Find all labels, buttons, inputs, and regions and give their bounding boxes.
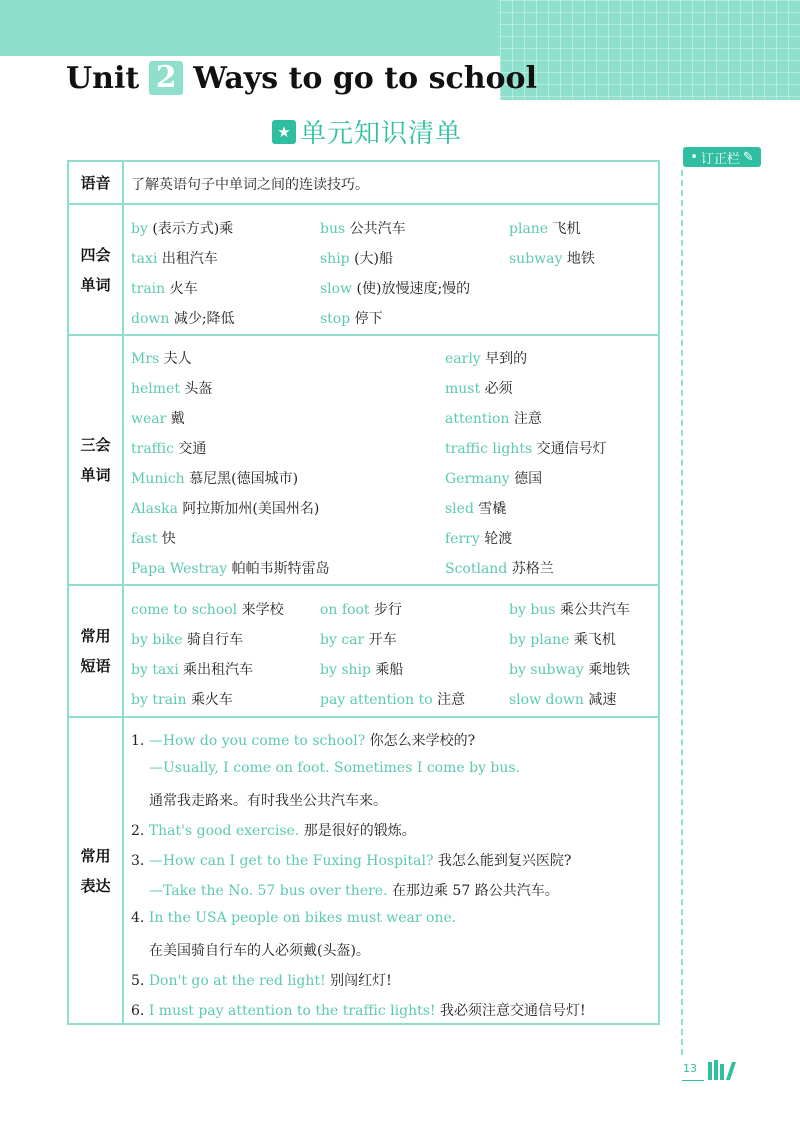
expression-line: 2. That's good exercise. 那是很好的锻炼。 (131, 823, 416, 839)
row-label (69, 336, 124, 584)
row-label-line: 三会 (80, 436, 111, 454)
pencil-icon: ✎ (742, 149, 754, 165)
vocab-item: fast 快 (131, 531, 176, 547)
vocab-item: traffic lights 交通信号灯 (445, 441, 607, 457)
vocab-item: by (表示方式)乘 (131, 221, 234, 237)
vocab-item: train 火车 (131, 281, 198, 297)
vocab-item: sled 雪橇 (445, 501, 507, 517)
vocab-item: early 早到的 (445, 351, 528, 367)
correction-column-divider (681, 170, 683, 1055)
vocab-item: bus 公共汽车 (320, 221, 406, 237)
vocab-item: slow (使)放慢速度;慢的 (320, 281, 471, 297)
expression-line: 3. —How can I get to the Fuxing Hospital? 我怎么能到复兴医院? (131, 853, 572, 869)
vocab-item: stop 停下 (320, 311, 383, 327)
row-label-line: 语音 (80, 173, 111, 192)
vocab-item: Alaska 阿拉斯加州(美国州名) (131, 501, 320, 517)
expression-line: 4. In the USA people on bikes must wear one. (131, 910, 457, 926)
phrase-item: on foot 步行 (320, 602, 403, 618)
row-label-line: 单词 (80, 466, 111, 484)
row-text: 了解英语句子中单词之间的连读技巧。 (131, 177, 369, 193)
vocab-item: attention 注意 (445, 411, 542, 427)
page-number: 13 (683, 1062, 697, 1075)
vocab-item: traffic 交通 (131, 441, 207, 457)
row-label (69, 586, 124, 716)
row-content (131, 205, 654, 334)
row-label-line: 短语 (80, 657, 111, 675)
header-grid-pattern (500, 0, 800, 100)
unit-word: Unit (66, 60, 140, 96)
phrase-item: by bus 乘公共汽车 (509, 602, 630, 618)
vocab-item: ferry 轮渡 (445, 531, 513, 547)
vocab-item: must 必须 (445, 381, 513, 397)
phrase-item: slow down 减速 (509, 692, 617, 708)
vocab-item: subway 地铁 (509, 251, 595, 267)
vocab-item: Scotland 苏格兰 (445, 561, 554, 577)
row-label (69, 205, 124, 334)
row-content (131, 718, 654, 1023)
row-label-line: 四会 (80, 245, 111, 264)
section-heading (272, 113, 462, 150)
vocab-item: Germany 德国 (445, 471, 543, 487)
table-row-three-skill-words (69, 336, 658, 586)
books-icon (708, 1060, 738, 1080)
vocab-item: wear 戴 (131, 411, 185, 427)
phrase-item: by subway 乘地铁 (509, 662, 631, 678)
row-label (69, 718, 124, 1023)
phrase-item: by car 开车 (320, 632, 397, 648)
expression-line: 在美国骑自行车的人必须戴(头盔)。 (149, 943, 370, 959)
row-label (69, 162, 124, 203)
row-content (131, 586, 654, 716)
table-row-four-skill-words (69, 205, 658, 336)
unit-title-text: Ways to go to school (193, 60, 537, 96)
vocab-item: taxi 出租汽车 (131, 251, 218, 267)
row-label-line: 表达 (80, 876, 111, 895)
table-row-common-phrases (69, 586, 658, 718)
expression-line: 通常我走路来。有时我坐公共汽车来。 (149, 793, 387, 809)
phrase-item: by taxi 乘出租汽车 (131, 662, 254, 678)
row-content (131, 162, 654, 203)
vocab-item: helmet 头盔 (131, 381, 213, 397)
phrase-item: by ship 乘船 (320, 662, 404, 678)
table-row-common-expressions (69, 718, 658, 1023)
row-content (131, 336, 654, 584)
expression-line: —Take the No. 57 bus over there. 在那边乘 57 路公共汽车。 (149, 883, 559, 899)
vocab-item: down 减少;降低 (131, 311, 235, 327)
knowledge-table (67, 160, 660, 1025)
phrase-item: come to school 来学校 (131, 602, 284, 618)
table-row-pronunciation (69, 162, 658, 205)
unit-number-badge: 2 (149, 61, 183, 95)
expression-line: 5. Don't go at the red light! 别闯红灯! (131, 973, 392, 989)
phrase-item: by bike 骑自行车 (131, 632, 243, 648)
unit-title (66, 58, 537, 98)
page-number-underline (682, 1080, 704, 1081)
phrase-item: by plane 乘飞机 (509, 632, 616, 648)
bullet-icon: • (690, 149, 698, 165)
phrase-item: by train 乘火车 (131, 692, 233, 708)
vocab-item: ship (大)船 (320, 251, 394, 267)
row-label-line: 常用 (80, 846, 111, 865)
expression-line: 1. —How do you come to school? 你怎么来学校的? (131, 733, 476, 749)
star-icon: ★ (272, 120, 296, 144)
vocab-item: Munich 慕尼黑(德国城市) (131, 471, 299, 487)
correction-label-text: 订正栏 (700, 151, 740, 167)
vocab-item: plane 飞机 (509, 221, 581, 237)
vocab-item: Papa Westray 帕帕韦斯特雷岛 (131, 561, 330, 577)
expression-line: 6. I must pay attention to the traffic lights! 我必须注意交通信号灯! (131, 1003, 586, 1019)
vocab-item: Mrs 夫人 (131, 351, 192, 367)
row-label-line: 常用 (80, 627, 111, 645)
row-label-line: 单词 (80, 275, 111, 294)
section-title: 单元知识清单 (300, 119, 463, 149)
correction-column-label (683, 147, 761, 167)
phrase-item: pay attention to 注意 (320, 692, 466, 708)
expression-line: —Usually, I come on foot. Sometimes I come by bus. (149, 760, 521, 776)
